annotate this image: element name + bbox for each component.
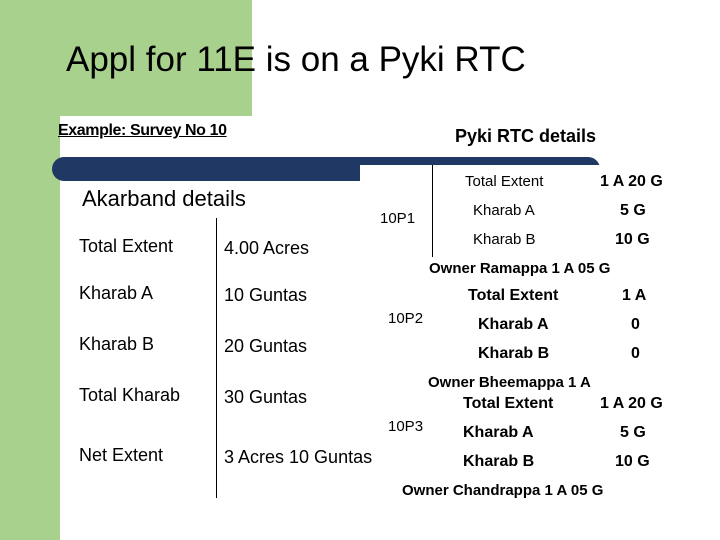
pyki-row-value: 5 G — [620, 424, 646, 441]
pyki-heading: Pyki RTC details — [455, 126, 597, 146]
pyki-row-value: 0 — [631, 345, 640, 362]
row-value: 10 Guntas — [224, 285, 308, 305]
row-label: Total Extent — [79, 236, 174, 256]
pyki-row-label: Total Extent — [463, 395, 554, 412]
example-label: Example: Survey No 10 — [58, 122, 227, 139]
row-value: 3 Acres 10 Guntas — [224, 447, 373, 467]
pyki-row-value: 5 G — [620, 202, 646, 219]
pyki-id: 10P3 — [388, 418, 424, 435]
row-value: 20 Guntas — [224, 336, 308, 356]
pyki-10p1-divider — [432, 165, 433, 257]
pyki-row-value: 1 A 20 G — [600, 395, 663, 412]
row-label: Net Extent — [79, 445, 164, 465]
row-label: Kharab B — [79, 334, 155, 354]
pyki-row-label: Kharab A — [473, 202, 535, 219]
row-value: 4.00 Acres — [224, 238, 310, 258]
pyki-row-label: Kharab A — [478, 316, 549, 333]
row-label: Total Kharab — [79, 385, 181, 405]
table-column-divider — [216, 218, 217, 498]
pyki-row-label: Kharab A — [463, 424, 534, 441]
pyki-row-value: 1 A — [622, 287, 647, 304]
pyki-row-label: Total Extent — [465, 173, 544, 190]
pyki-owner: Owner Bheemappa 1 A — [428, 374, 591, 391]
row-value: 30 Guntas — [224, 387, 308, 407]
pyki-row-value: 10 G — [615, 231, 650, 248]
pyki-owner: Owner Chandrappa 1 A 05 G — [402, 482, 604, 499]
slide-title: Appl for 11E is on a Pyki RTC — [66, 40, 526, 79]
pyki-id: 10P1 — [380, 210, 416, 227]
pyki-id: 10P2 — [388, 310, 424, 327]
pyki-owner: Owner Ramappa 1 A 05 G — [429, 260, 611, 277]
akarband-table — [72, 218, 373, 498]
pyki-row-label: Kharab B — [473, 231, 536, 248]
pyki-row-value: 1 A 20 G — [600, 173, 663, 190]
decorative-green-stripe — [0, 116, 60, 540]
pyki-row-label: Kharab B — [478, 345, 550, 362]
pyki-row-value: 0 — [631, 316, 640, 333]
pyki-row-label: Kharab B — [463, 453, 535, 470]
pyki-row-label: Total Extent — [468, 287, 559, 304]
row-label: Kharab A — [79, 283, 154, 303]
pyki-row-value: 10 G — [615, 453, 650, 470]
akarband-heading: Akarband details — [82, 186, 246, 211]
